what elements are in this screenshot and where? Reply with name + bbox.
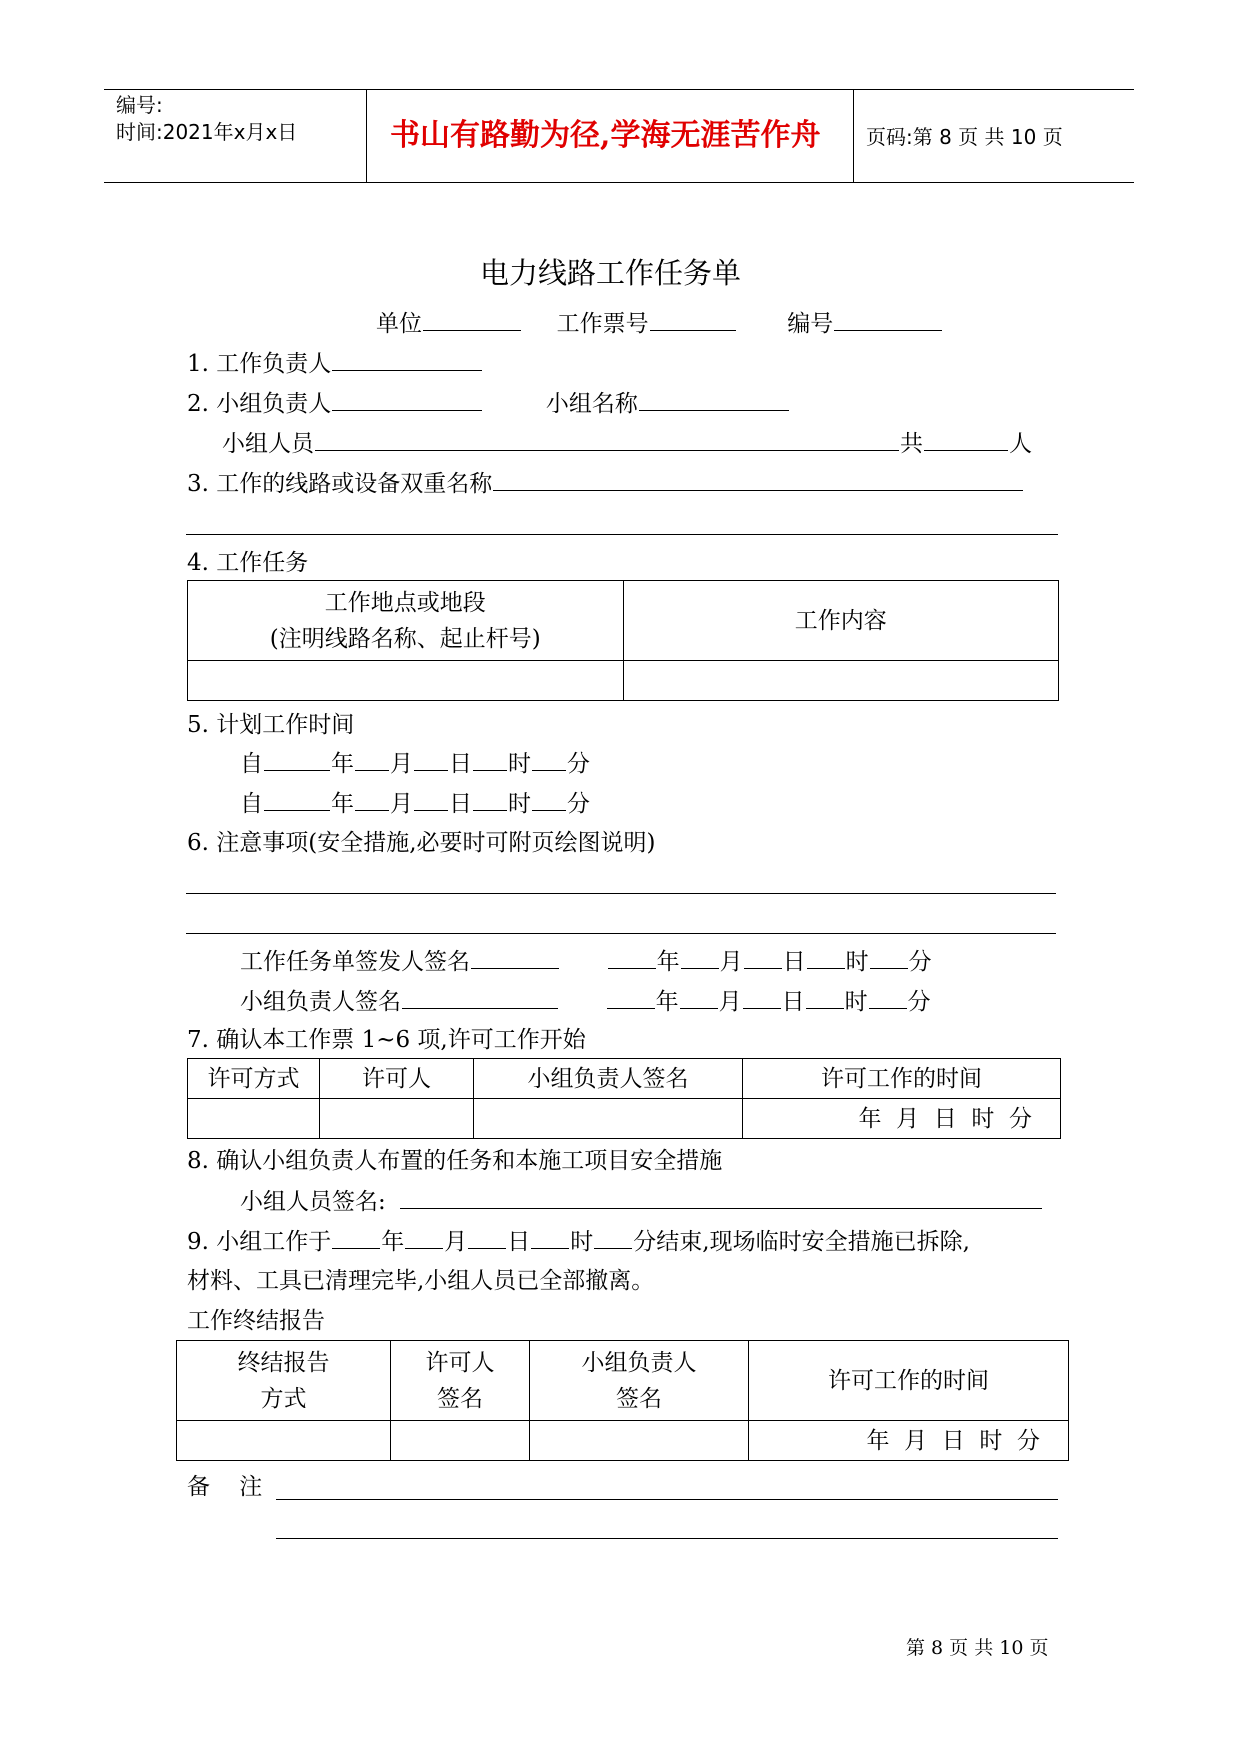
- end-col-method-line2: 方式: [260, 1385, 307, 1412]
- leader-month-blank[interactable]: [680, 986, 718, 1009]
- permit-col-leader-sign: 小组负责人签名: [474, 1059, 743, 1099]
- issuer-minute-blank[interactable]: [870, 946, 908, 969]
- group-leader-sign-blank[interactable]: [402, 986, 558, 1009]
- year-unit: 年: [656, 949, 680, 975]
- task-content-cell[interactable]: [623, 661, 1059, 701]
- leader-hour-blank[interactable]: [806, 986, 844, 1009]
- item-8-label: 8. 确认小组负责人布置的任务和本施工项目安全措施: [187, 1148, 723, 1174]
- month-unit: 月: [444, 1229, 468, 1255]
- end-day-blank[interactable]: [468, 1226, 506, 1249]
- permit-table: [187, 1058, 1061, 1139]
- task-col-content: 工作内容: [623, 581, 1059, 661]
- permit-time-cell[interactable]: 年 月 日 时 分: [743, 1099, 1061, 1139]
- issuer-sign-blank[interactable]: [471, 946, 559, 969]
- end-col-leader: [530, 1341, 749, 1421]
- footer-page-number: 第 8 页 共 10 页: [906, 1637, 1049, 1659]
- header-serial-label: 编号:: [116, 93, 163, 117]
- item-2: [187, 388, 790, 419]
- hour-unit: 时: [844, 989, 868, 1015]
- ticket-label: 工作票号: [556, 311, 649, 337]
- item-3-extra-line[interactable]: [186, 534, 1058, 535]
- end-col-time: 许可工作的时间: [749, 1341, 1069, 1421]
- end-report-label: 工作终结报告: [187, 1308, 325, 1334]
- item-1-label: 1. 工作负责人: [187, 351, 332, 377]
- month-unit: 月: [390, 751, 413, 777]
- task-col-location: [188, 581, 624, 661]
- time-to-row: [240, 788, 590, 819]
- end-year-blank[interactable]: [332, 1226, 380, 1249]
- task-location-cell[interactable]: [188, 661, 624, 701]
- item-7-label: 7. 确认本工作票 1~6 项,许可工作开始: [187, 1027, 586, 1053]
- item-4-label: 4. 工作任务: [187, 550, 309, 576]
- to-label: 自: [240, 791, 263, 817]
- members-blank[interactable]: [315, 428, 899, 451]
- minute-unit: 分: [908, 949, 932, 975]
- from-year-blank[interactable]: [264, 748, 330, 771]
- month-unit: 月: [719, 949, 743, 975]
- remarks-line-1[interactable]: [276, 1499, 1058, 1500]
- notes-line-1[interactable]: [186, 893, 1056, 894]
- line-name-blank[interactable]: [493, 468, 1023, 491]
- to-year-blank[interactable]: [264, 788, 330, 811]
- minute-unit: 分: [567, 791, 590, 817]
- unit-label: 单位: [376, 311, 422, 337]
- group-name-label: 小组名称: [545, 391, 638, 417]
- unit-blank[interactable]: [423, 308, 521, 331]
- header-divider-right: [853, 89, 854, 182]
- header-page-label: 页码:第 8 页 共 10 页: [866, 125, 1063, 149]
- header-divider-left: [366, 89, 367, 182]
- hour-unit: 时: [845, 949, 869, 975]
- page-title: 电力线路工作任务单: [480, 256, 742, 290]
- end-time-cell[interactable]: 年 月 日 时 分: [749, 1421, 1069, 1461]
- end-method-cell[interactable]: [177, 1421, 391, 1461]
- year-unit: 年: [655, 989, 679, 1015]
- unit-row: [376, 308, 943, 339]
- header-top-rule: [104, 89, 1134, 90]
- leader-minute-blank[interactable]: [869, 986, 907, 1009]
- members-sign-blank[interactable]: [400, 1186, 1042, 1209]
- group-name-blank[interactable]: [639, 388, 789, 411]
- item-9-suffix: 分结束,现场临时安全措施已拆除,: [633, 1229, 970, 1255]
- day-unit: 日: [507, 1229, 531, 1255]
- issuer-month-blank[interactable]: [681, 946, 719, 969]
- issuer-day-blank[interactable]: [744, 946, 782, 969]
- header-motto: 书山有路勤为径,学海无涯苦作舟: [390, 118, 821, 153]
- month-unit: 月: [390, 791, 413, 817]
- total-blank[interactable]: [924, 428, 1008, 451]
- item-3-label: 3. 工作的线路或设备双重名称: [187, 471, 493, 497]
- to-minute-blank[interactable]: [532, 788, 566, 811]
- issuer-sign-label: 工作任务单签发人签名: [240, 949, 470, 975]
- item-9-prefix: 9. 小组工作于: [187, 1229, 332, 1255]
- end-col-leader-line1: 小组负责人: [581, 1349, 697, 1376]
- day-unit: 日: [449, 751, 472, 777]
- item-6-label: 6. 注意事项(安全措施,必要时可附页绘图说明): [187, 830, 656, 856]
- end-col-permitter-line2: 签名: [437, 1385, 483, 1412]
- remarks-label: 备 注: [187, 1474, 263, 1500]
- members-sign-label: 小组人员签名:: [240, 1189, 386, 1215]
- issuer-hour-blank[interactable]: [807, 946, 845, 969]
- permit-person-cell[interactable]: [320, 1099, 474, 1139]
- leader-day-blank[interactable]: [743, 986, 781, 1009]
- total-label: 共: [900, 431, 923, 457]
- permit-leader-sign-cell[interactable]: [474, 1099, 743, 1139]
- group-leader-blank[interactable]: [332, 388, 482, 411]
- hour-unit: 时: [508, 751, 531, 777]
- group-leader-sign-label: 小组负责人签名: [240, 989, 401, 1015]
- permit-col-time: 许可工作的时间: [743, 1059, 1061, 1099]
- from-hour-blank[interactable]: [473, 748, 507, 771]
- task-col-location-line2: (注明线路名称、起止杆号): [269, 625, 541, 652]
- permit-method-cell[interactable]: [188, 1099, 320, 1139]
- end-month-blank[interactable]: [405, 1226, 443, 1249]
- group-leader-sign-row: [240, 986, 931, 1017]
- item-2-members: [222, 428, 1032, 459]
- end-permitter-cell[interactable]: [391, 1421, 530, 1461]
- end-col-permitter: [391, 1341, 530, 1421]
- from-minute-blank[interactable]: [532, 748, 566, 771]
- person-label: 人: [1009, 431, 1032, 457]
- permit-col-person: 许可人: [320, 1059, 474, 1099]
- time-from-row: [240, 748, 590, 779]
- month-unit: 月: [718, 989, 742, 1015]
- end-minute-blank[interactable]: [594, 1226, 632, 1249]
- item-2-label: 2. 小组负责人: [187, 391, 332, 417]
- task-col-location-line1: 工作地点或地段: [324, 589, 486, 616]
- issuer-year-blank[interactable]: [608, 946, 656, 969]
- hour-unit: 时: [508, 791, 531, 817]
- day-unit: 日: [781, 989, 805, 1015]
- members-label: 小组人员: [222, 431, 314, 457]
- end-col-method-line1: 终结报告: [237, 1349, 330, 1376]
- item-9-line1: [187, 1226, 970, 1257]
- notes-line-2[interactable]: [186, 933, 1056, 934]
- year-unit: 年: [331, 751, 354, 777]
- number-label: 编号: [787, 311, 834, 337]
- end-report-table: [176, 1340, 1069, 1461]
- leader-year-blank[interactable]: [607, 986, 655, 1009]
- day-unit: 日: [782, 949, 806, 975]
- item-3: [187, 468, 1024, 499]
- end-hour-blank[interactable]: [531, 1226, 569, 1249]
- end-col-leader-line2: 签名: [616, 1385, 662, 1412]
- day-unit: 日: [449, 791, 472, 817]
- item-9-line2: 材料、工具已清理完毕,小组人员已全部撤离。: [187, 1268, 655, 1294]
- minute-unit: 分: [567, 751, 590, 777]
- work-leader-blank[interactable]: [332, 348, 482, 371]
- hour-unit: 时: [570, 1229, 594, 1255]
- year-unit: 年: [381, 1229, 405, 1255]
- from-day-blank[interactable]: [414, 748, 448, 771]
- minute-unit: 分: [907, 989, 931, 1015]
- header-time-label: 时间:2021年x月x日: [116, 120, 298, 144]
- end-leader-cell[interactable]: [530, 1421, 749, 1461]
- task-table: [187, 580, 1059, 701]
- number-blank[interactable]: [834, 308, 942, 331]
- remarks-line-2[interactable]: [276, 1538, 1058, 1539]
- permit-col-method: 许可方式: [188, 1059, 320, 1099]
- item-5-label: 5. 计划工作时间: [187, 712, 355, 738]
- from-label: 自: [240, 751, 263, 777]
- issuer-sign-row: [240, 946, 932, 977]
- item-1: [187, 348, 483, 379]
- from-month-blank[interactable]: [355, 748, 389, 771]
- item-8-sign-row: [240, 1186, 1043, 1217]
- ticket-blank[interactable]: [650, 308, 736, 331]
- year-unit: 年: [331, 791, 354, 817]
- to-day-blank[interactable]: [414, 788, 448, 811]
- end-col-method: [177, 1341, 391, 1421]
- end-col-permitter-line1: 许可人: [425, 1349, 495, 1376]
- to-hour-blank[interactable]: [473, 788, 507, 811]
- to-month-blank[interactable]: [355, 788, 389, 811]
- header-bottom-rule: [104, 182, 1134, 183]
